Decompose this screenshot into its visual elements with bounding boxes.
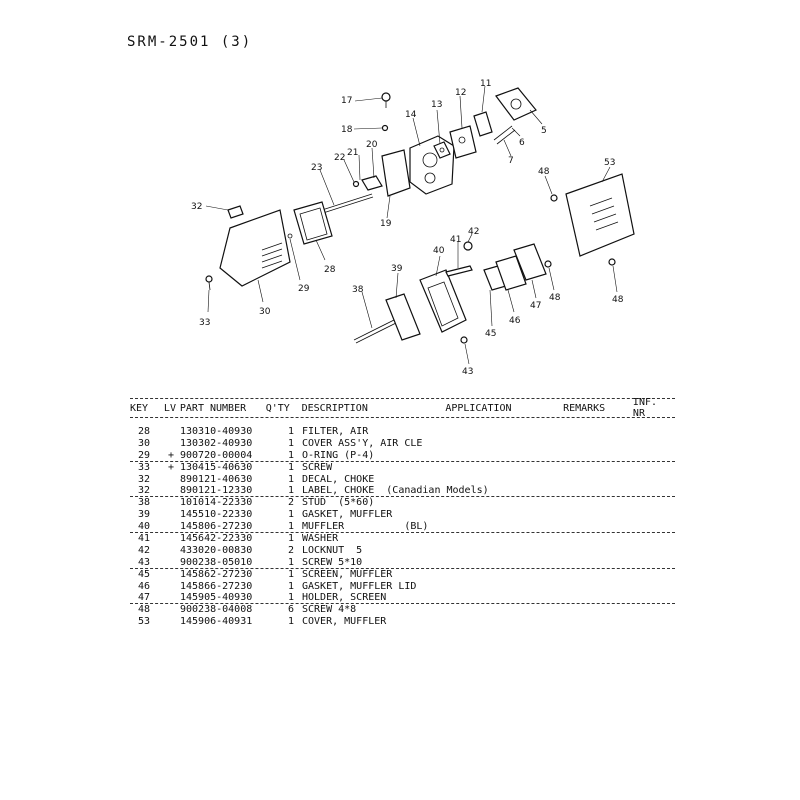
cell-description: COVER, MUFFLER: [302, 616, 387, 628]
cell-part-number: 130302-40930: [180, 437, 253, 449]
cell-part-number: 890121-12330: [180, 485, 253, 497]
callout-30: 30: [259, 307, 271, 317]
cell-key: 30: [138, 437, 151, 449]
header-description: DESCRIPTION: [301, 402, 368, 414]
callout-19: 19: [380, 219, 392, 229]
cell-part-number: 890121-40630: [180, 473, 253, 485]
part-30-air-cleaner-cover: [220, 210, 290, 286]
cell-qty: 1: [287, 426, 295, 437]
cell-lv: [168, 521, 180, 532]
cell-part-number: 145866-27230: [180, 580, 253, 592]
cell-description: COVER ASS'Y, AIR CLE: [302, 437, 423, 449]
callout-38: 38: [352, 285, 364, 295]
part-18-clip: [383, 126, 388, 131]
cell-qty: 1: [287, 473, 295, 485]
table-row: [130, 569, 675, 581]
part-5-insulator: [496, 88, 536, 120]
cell-key: 28: [138, 426, 151, 437]
cell-lv: [168, 581, 180, 593]
cell-description: MUFFLER (BL): [302, 521, 429, 533]
table-body: [130, 426, 675, 628]
cell-qty: 1: [287, 616, 295, 628]
table-row: [130, 462, 675, 474]
cell-qty: 2: [287, 497, 295, 509]
callout-13: 13: [431, 100, 443, 110]
part-14-carburetor: [410, 136, 454, 194]
callout-28: 28: [324, 265, 336, 275]
callout-45: 45: [485, 329, 497, 339]
cell-part-number: 145510-22330: [180, 509, 253, 521]
cell-qty: 1: [287, 509, 295, 521]
cell-lv: [168, 438, 180, 450]
cell-lv: [168, 509, 180, 521]
cell-description: STUD (5*60): [302, 497, 375, 509]
cell-qty: 1: [287, 533, 295, 545]
table-row: [130, 545, 675, 557]
cell-key: 33: [138, 461, 151, 473]
cell-key: 39: [138, 509, 151, 521]
part-20-21-22: [354, 176, 383, 190]
callout-21: 21: [347, 148, 359, 158]
cell-part-number: 130310-40930: [180, 426, 253, 437]
cell-description: SCREEN, MUFFLER: [302, 568, 393, 580]
cell-key: 38: [138, 497, 151, 509]
cell-part-number: 145905-40930: [180, 592, 253, 604]
header-qty: Q'TY: [265, 402, 290, 414]
cell-description: O-RING (P-4): [302, 449, 375, 461]
cell-qty: 1: [287, 461, 295, 473]
cell-description: SCREW: [302, 461, 333, 473]
callout-43: 43: [462, 367, 474, 377]
cell-qty: 1: [287, 437, 295, 449]
cell-lv: [168, 426, 180, 438]
table-row: [130, 474, 675, 486]
cell-description: DECAL, CHOKE: [302, 473, 375, 485]
table-row: [130, 557, 675, 569]
table-row: [130, 509, 675, 521]
callout-29: 29: [298, 284, 310, 294]
part-11-gasket: [474, 112, 492, 136]
header-inf-nr: INF. NR: [632, 397, 658, 419]
cell-key: 53: [138, 616, 151, 628]
part-53-muffler-cover: [566, 174, 634, 256]
cell-qty: 2: [287, 544, 295, 556]
cell-key: 47: [138, 592, 151, 604]
cell-key: 43: [138, 556, 151, 568]
callout-48-upper: 48: [538, 167, 550, 177]
part-33-screw: [206, 276, 212, 290]
callout-33: 33: [199, 318, 211, 328]
table-row: [130, 616, 675, 628]
callout-14: 14: [405, 110, 417, 120]
cell-qty: 6: [287, 604, 295, 616]
callout-11: 11: [480, 79, 492, 89]
callout-48-right: 48: [612, 295, 624, 305]
callout-40: 40: [433, 246, 445, 256]
part-29-o-ring: [288, 234, 292, 238]
cell-lv: [168, 557, 180, 568]
cell-key: 40: [138, 521, 151, 533]
table-row: [130, 485, 675, 497]
part-40-muffler: [420, 270, 466, 332]
cell-part-number: 433020-00830: [180, 544, 253, 556]
cell-lv: [168, 569, 180, 581]
cell-qty: 1: [287, 580, 295, 592]
callout-12: 12: [455, 88, 467, 98]
cell-qty: 1: [287, 568, 295, 580]
callout-47: 47: [530, 301, 542, 311]
callout-48-mid: 48: [549, 293, 561, 303]
cell-description: SCREW 5*10: [302, 556, 363, 568]
callout-41: 41: [450, 235, 462, 245]
cell-part-number: 145642-22330: [180, 533, 253, 545]
cell-description: SCREW 4*8: [302, 604, 357, 616]
cell-key: 46: [138, 580, 151, 592]
callout-7: 7: [508, 156, 514, 166]
table-header-rule: [130, 417, 675, 418]
callout-22: 22: [334, 153, 346, 163]
callout-39: 39: [391, 264, 403, 274]
cell-lv: [168, 474, 180, 486]
part-43-screw: [461, 337, 467, 343]
cell-lv: [168, 497, 180, 509]
cell-lv: [168, 533, 180, 545]
callout-5: 5: [541, 126, 547, 136]
cell-lv: [168, 616, 180, 628]
part-23-stud: [322, 194, 373, 213]
cell-part-number: 130415-40630: [180, 461, 253, 473]
cell-part-number: 145906-40931: [180, 616, 253, 628]
cell-description: FILTER, AIR: [302, 426, 369, 437]
header-lv: LV: [163, 402, 176, 414]
table-row: [130, 426, 675, 438]
cell-part-number: 900720-00004: [180, 449, 253, 461]
cell-description: LABEL, CHOKE (Canadian Models): [302, 485, 489, 497]
header-key: KEY: [130, 402, 149, 414]
callout-23: 23: [311, 163, 323, 173]
cell-lv: [168, 604, 180, 616]
table-header: [130, 399, 675, 417]
cell-qty: 1: [287, 449, 295, 461]
cell-description: HOLDER, SCREEN: [302, 592, 387, 604]
callout-42: 42: [468, 227, 480, 237]
cell-key: 45: [138, 568, 151, 580]
table-row: [130, 581, 675, 593]
cell-lv: +: [168, 449, 175, 461]
part-42-locknut: [464, 242, 472, 250]
table-row: [130, 438, 675, 450]
part-17-primer: [382, 93, 390, 108]
cell-key: 32: [138, 473, 151, 485]
cell-part-number: 900238-04008: [180, 604, 253, 616]
cell-description: LOCKNUT 5: [302, 544, 363, 556]
cell-description: WASHER: [302, 533, 339, 545]
cell-lv: +: [168, 461, 175, 473]
cell-key: 29: [138, 449, 151, 461]
callout-17: 17: [341, 96, 353, 106]
callout-53: 53: [604, 158, 616, 168]
cell-qty: 1: [287, 556, 295, 568]
cell-qty: 1: [287, 485, 295, 497]
cell-part-number: 145862-27230: [180, 568, 253, 580]
table-row: [130, 533, 675, 545]
cell-key: 42: [138, 544, 151, 556]
callout-20: 20: [366, 140, 378, 150]
cell-lv: [168, 545, 180, 557]
callout-32: 32: [191, 202, 203, 212]
cell-lv: [168, 592, 180, 603]
callout-6: 6: [519, 138, 525, 148]
table-row: [130, 592, 675, 604]
table-row: [130, 521, 675, 533]
part-39-gasket: [386, 294, 420, 340]
callout-18: 18: [341, 125, 353, 135]
cell-part-number: 101014-22330: [180, 497, 253, 509]
table-row: [130, 497, 675, 509]
part-41-washer: [446, 266, 472, 276]
header-application: APPLICATION: [445, 402, 512, 414]
cell-key: 32: [138, 485, 151, 497]
callout-46: 46: [509, 316, 521, 326]
cell-part-number: 900238-05010: [180, 556, 253, 568]
cell-key: 48: [138, 604, 151, 616]
cell-description: GASKET, MUFFLER LID: [302, 580, 417, 592]
cell-lv: [168, 485, 180, 496]
table-row: [130, 450, 675, 462]
header-remarks: REMARKS: [563, 402, 606, 414]
cell-qty: 1: [287, 592, 295, 604]
header-part-number: PART NUMBER: [179, 402, 247, 414]
cell-key: 41: [138, 533, 151, 545]
cell-description: GASKET, MUFFLER: [302, 509, 393, 521]
parts-table: [130, 398, 675, 628]
cell-qty: 1: [287, 521, 295, 533]
cell-part-number: 145806-27230: [180, 521, 253, 533]
part-32-decal: [228, 206, 243, 218]
table-row: [130, 604, 675, 616]
part-19-body: [382, 150, 410, 196]
page-title: SRM-2501 (3): [127, 34, 253, 50]
